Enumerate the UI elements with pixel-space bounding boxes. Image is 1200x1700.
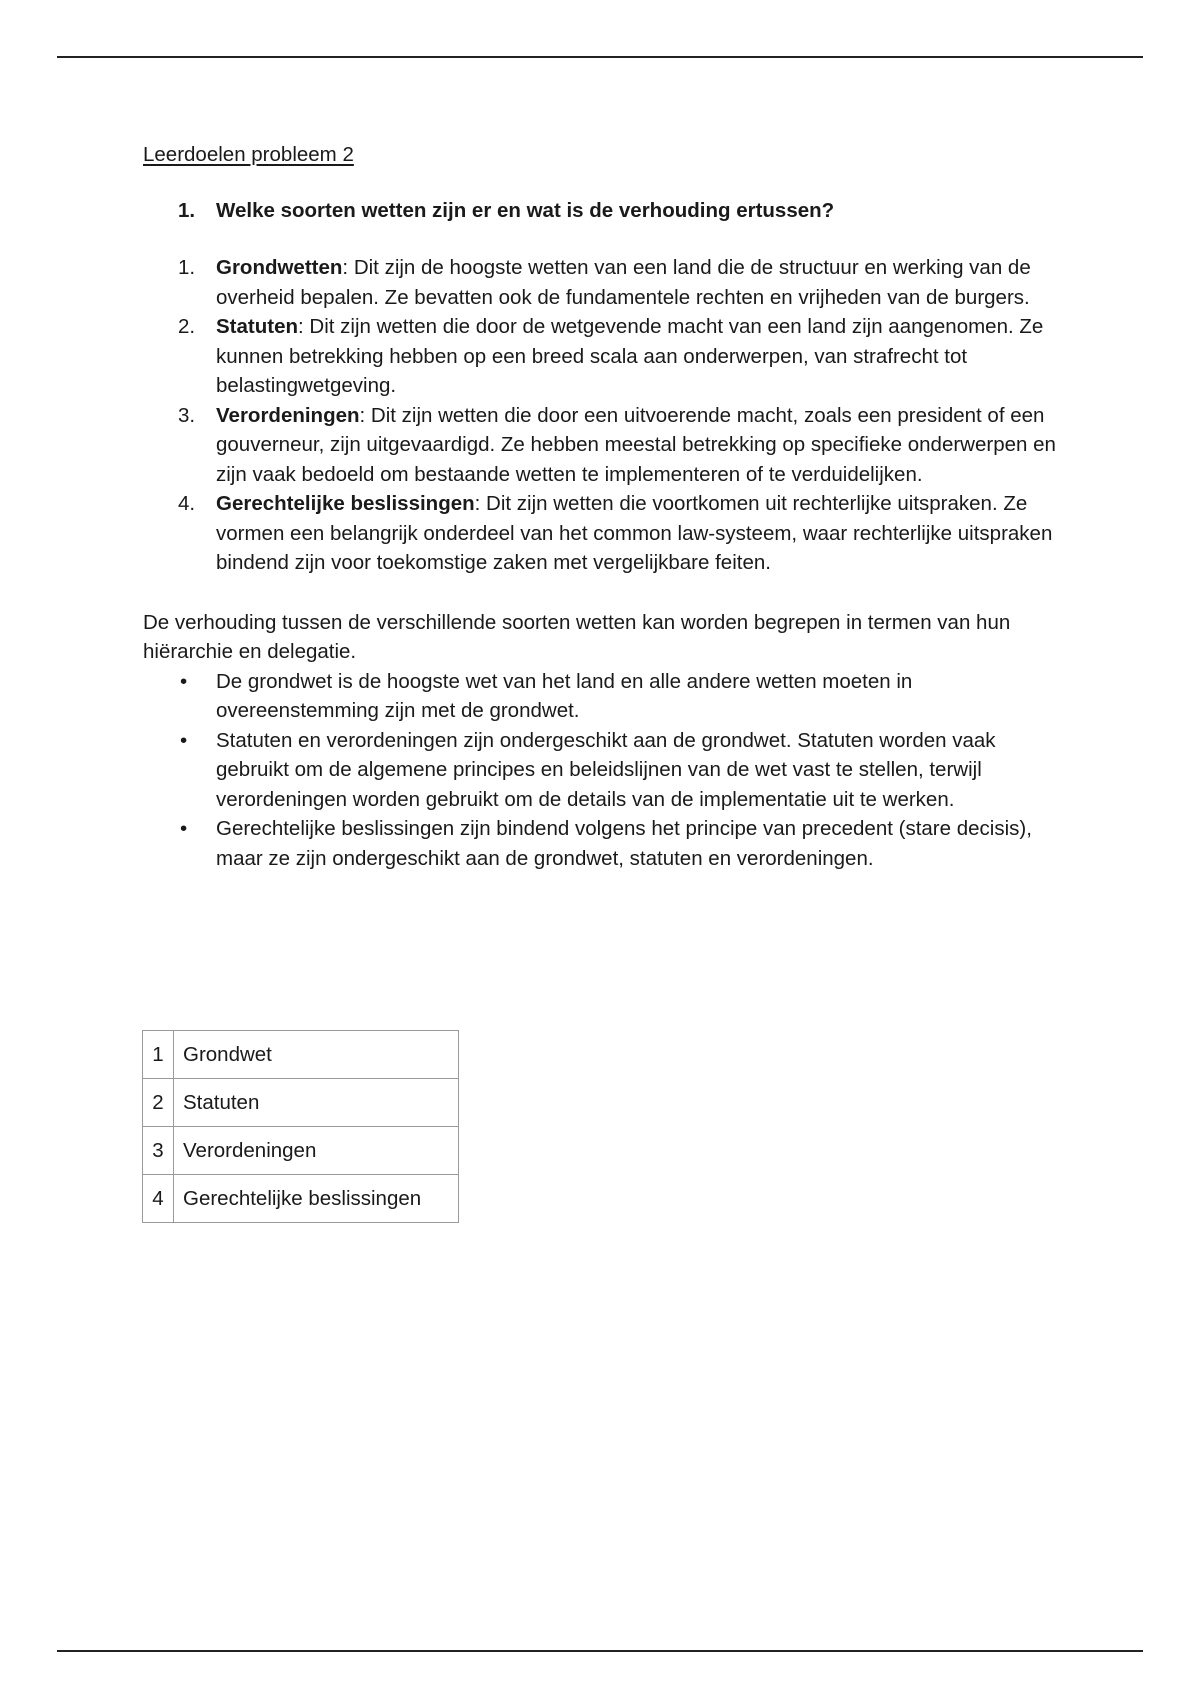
question-number: 1. xyxy=(178,198,196,222)
relation-point-text: Gerechtelijke beslissingen zijn bindend volgens het principe van precedent (stare decisis), maar ze zijn ondergeschikt aan de grondwet, statuten en verordeningen. xyxy=(216,817,1032,870)
law-type-description: : Dit zijn wetten die voortkomen uit rechterlijke uitspraken. Ze vormen een belangrijk onderdeel van het common law-systeem, waar rechterlijke uitspraken bindend zijn voor toekomstige zaken met vergelijkbare feiten. xyxy=(216,492,1053,574)
law-type-number: 4. xyxy=(178,492,196,515)
document-title: Leerdoelen probleem 2 xyxy=(143,143,354,166)
question-list xyxy=(143,196,1063,226)
summary-table xyxy=(142,1030,459,1223)
law-type-description: : Dit zijn wetten die door de wetgevende macht van een land zijn aangenomen. Ze kunnen betrekking hebben op een breed scala aan onderwerpen, van strafrecht tot belastingwetgeving. xyxy=(216,315,1044,397)
bullet-icon: • xyxy=(180,728,188,752)
document-body xyxy=(143,140,1063,873)
relation-point-text: Statuten en verordeningen zijn ondergeschikt aan de grondwet. Statuten worden vaak gebruikt om de algemene principes en beleidslijnen van de wet vast te stellen, terwijl verordeningen worden gebruikt om de details van de implementatie uit te werken. xyxy=(216,728,996,811)
relation-point xyxy=(143,726,1063,815)
question-item xyxy=(143,196,1063,226)
table-row xyxy=(143,1079,459,1127)
law-type-term: Statuten xyxy=(216,315,298,338)
bullet-icon: • xyxy=(180,669,188,693)
table-cell-index: 2 xyxy=(143,1079,174,1127)
table-row xyxy=(143,1175,459,1223)
table-cell-name: Verordeningen xyxy=(174,1127,459,1175)
relation-point xyxy=(143,814,1063,873)
table-row xyxy=(143,1031,459,1079)
law-type-number: 2. xyxy=(178,315,196,338)
law-type-item xyxy=(143,489,1063,578)
law-type-item xyxy=(143,401,1063,490)
table-cell-index: 3 xyxy=(143,1127,174,1175)
law-type-term: Gerechtelijke beslissingen xyxy=(216,492,475,515)
law-type-description: : Dit zijn de hoogste wetten van een land die de structuur en werking van de overheid bepalen. Ze bevatten ook de fundamentele rechten en vrijheden van de burgers. xyxy=(216,256,1031,309)
relation-intro: De verhouding tussen de verschillende soorten wetten kan worden begrepen in termen van hun hiërarchie en delegatie. xyxy=(143,610,1011,663)
law-type-term: Grondwetten xyxy=(216,256,343,279)
table-cell-name: Statuten xyxy=(174,1079,459,1127)
header-rule xyxy=(57,56,1143,58)
table-cell-index: 4 xyxy=(143,1175,174,1223)
law-type-item xyxy=(143,312,1063,401)
law-type-number: 1. xyxy=(178,256,196,279)
bullet-icon: • xyxy=(180,817,188,840)
relation-points-list xyxy=(143,667,1063,874)
law-type-term: Verordeningen xyxy=(216,403,360,427)
relation-point-text: De grondwet is de hoogste wet van het land en alle andere wetten moeten in overeenstemming zijn met de grondwet. xyxy=(216,669,913,722)
table-row xyxy=(143,1127,459,1175)
footer-rule xyxy=(57,1650,1143,1652)
table-cell-name: Gerechtelijke beslissingen xyxy=(174,1175,459,1223)
law-type-number: 3. xyxy=(178,403,196,427)
table-cell-index: 1 xyxy=(143,1031,174,1079)
law-types-list xyxy=(143,253,1063,578)
law-type-description: : Dit zijn wetten die door een uitvoerende macht, zoals een president of een gouverneur, zijn uitgevaardigd. Ze hebben meestal betrekking op specifieke onderwerpen en zijn vaak bedoeld om bestaande wetten te implementeren of te verduidelijken. xyxy=(216,403,1056,486)
table-cell-name: Grondwet xyxy=(174,1031,459,1079)
question-text: Welke soorten wetten zijn er en wat is de verhouding ertussen? xyxy=(216,198,835,222)
law-type-item xyxy=(143,253,1063,312)
relation-point xyxy=(143,667,1063,726)
